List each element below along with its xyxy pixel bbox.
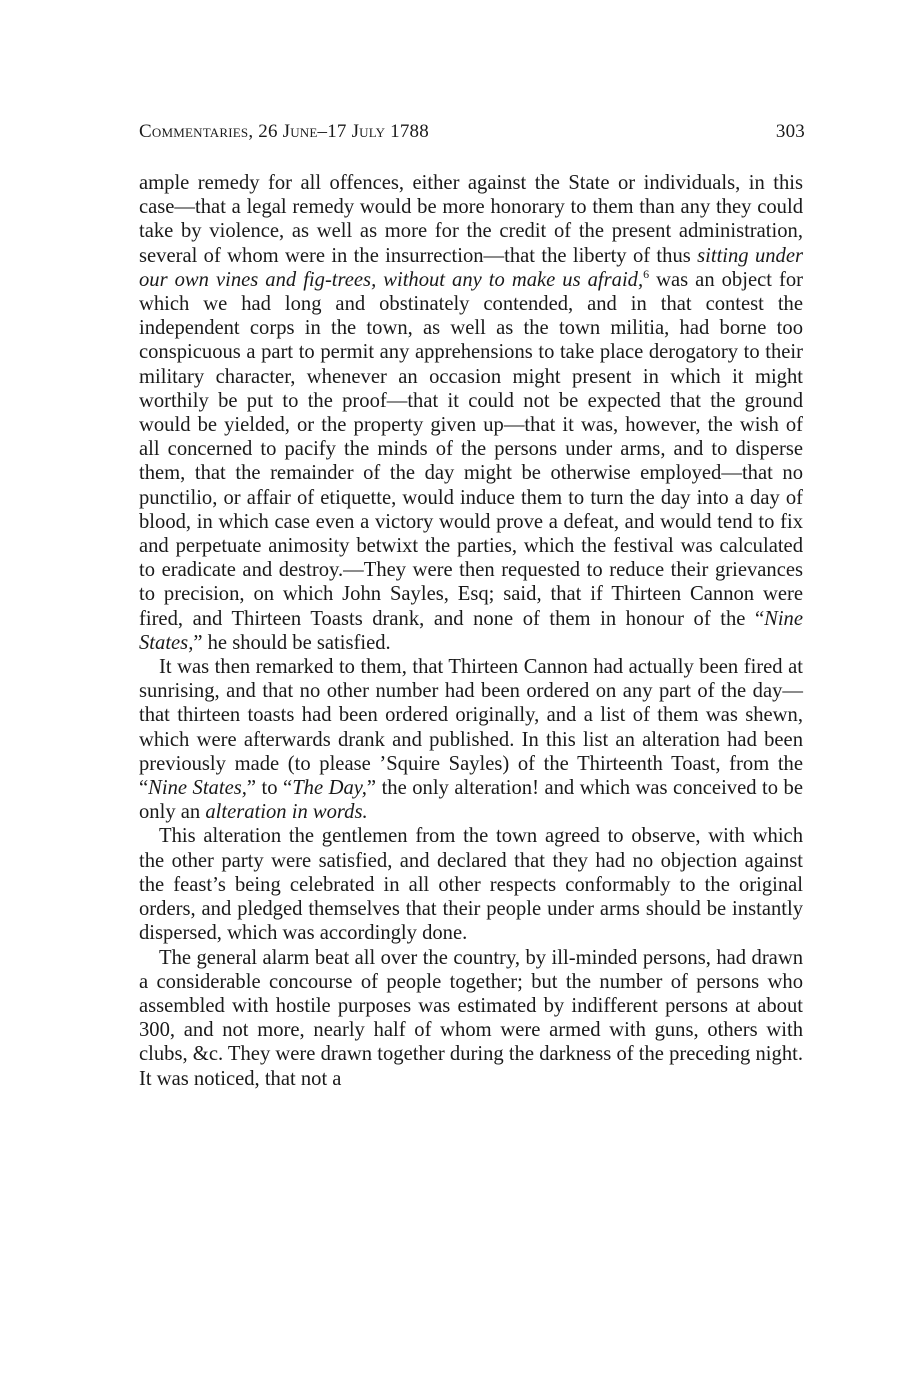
text-run: ” to “ bbox=[246, 777, 293, 800]
text-run: ample remedy for all offences, either against the State or individuals, in this case—that a legal remedy would be more honorary to them than any they could take by violence, as well as more for the credit of the present administration, several of whom were in the insurrection—that the liberty of thus bbox=[139, 172, 803, 267]
italic-text: Nine States, bbox=[148, 777, 247, 800]
paragraph-2 bbox=[139, 655, 803, 824]
footnote-reference: 6 bbox=[643, 266, 650, 281]
body-text bbox=[139, 171, 803, 1091]
text-run: ” the only alteration! and which was conceived to be only an bbox=[139, 777, 803, 824]
running-head bbox=[139, 121, 805, 143]
paragraph-1 bbox=[139, 171, 803, 655]
italic-text: sitting under our own vines and fig-trees, without any to make us afraid, bbox=[139, 244, 803, 291]
text-run: was an object for which we had long and obstinately contended, and in that contest the independent corps in the town, as well as the town militia, had borne too conspicuous a part to permit any apprehensions to take place derogatory to their military character, whenever an occasion might present in which it might worthily be put to the proof—that it could not be expected that the ground would be yielded, or the property given up—that it was, however, the wish of all concerned to pacify the minds of the persons under arms, and to disperse them, that the remainder of the day might be otherwise employed—that no punctilio, or affair of etiquette, would induce them to turn the day into a day of blood, in which case even a victory would prove a defeat, and would tend to fix and perpetuate animosity betwixt the parties, which the festival was calculated to eradicate and destroy.—They were then requested to reduce their grievances to precision, on which John Sayles, Esq; said, that if Thirteen Cannon were fired, and Thirteen Toasts drank, and none of them in honour of the “ bbox=[139, 268, 803, 630]
paragraph-3: This alteration the gentlemen from the town agreed to observe, with which the other party were satisfied, and declared that they had no objection against the feast’s being celebrated in all other respects conformably to the original orders, and pledged themselves that their people under arms should be instantly dispersed, which was accordingly done. bbox=[139, 825, 803, 945]
page-number: 303 bbox=[775, 121, 805, 142]
italic-text: The Day, bbox=[292, 777, 367, 800]
running-title: Commentaries, 26 June–17 July 1788 bbox=[139, 121, 429, 142]
text-run: ” he should be satisfied. bbox=[193, 631, 391, 654]
text-run: It was then remarked to them, that Thirteen Cannon had actually been fired at sunrising, and that no other number had been ordered on any part of the day—that thirteen toasts had been ordered originally, and a list of them was shewn, which were afterwards drank and published. In this list an alteration had been previously made (to please ’Squire Sayles) of the Thirteenth Toast, from the “ bbox=[139, 656, 803, 800]
paragraph-4: The general alarm beat all over the country, by ill-minded persons, had drawn a considerable concourse of people together; but the number of persons who assembled with hostile purposes was estimated by indifferent persons at about 300, and not more, nearly half of whom were armed with guns, others with clubs, &c. They were drawn together during the darkness of the preceding night. It was noticed, that not a bbox=[139, 946, 803, 1090]
italic-text: Nine States, bbox=[139, 607, 803, 654]
italic-text: alteration in words. bbox=[205, 801, 368, 824]
